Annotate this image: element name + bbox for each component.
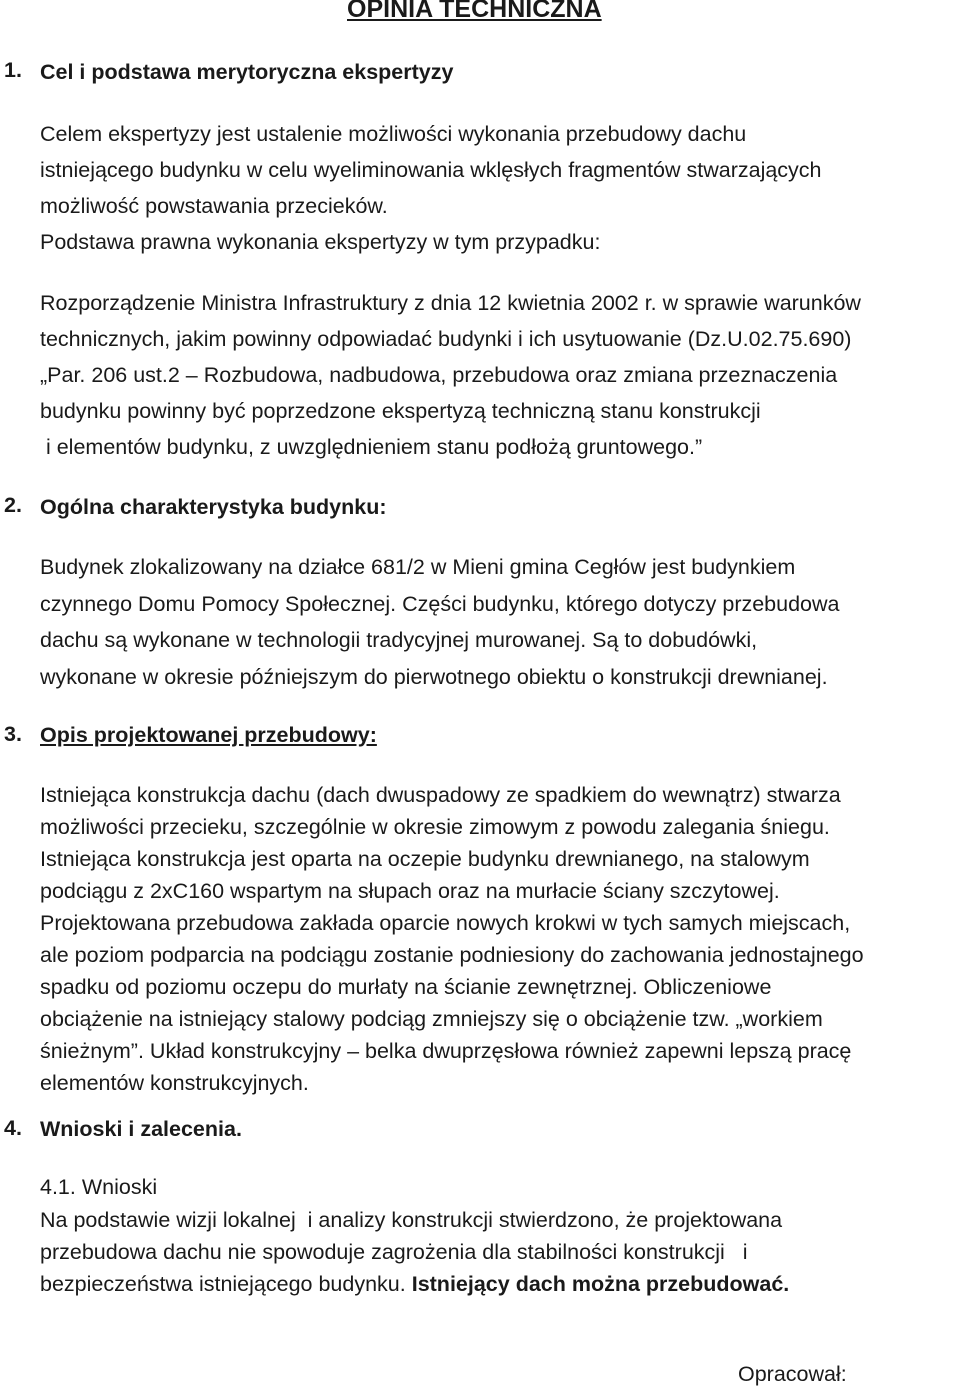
text-line: Projektowana przebudowa zakłada oparcie nowych krokwi w tych samych miejscach,	[40, 911, 851, 935]
page-title: OPINIA TECHNICZNA	[347, 0, 602, 23]
text-line: czynnego Domu Pomocy Społecznej. Części budynku, którego dotyczy przebudowa	[40, 591, 840, 616]
section-3-body	[40, 779, 956, 1099]
section-1-body	[40, 116, 956, 260]
section-4-subheading: 4.1. Wnioski	[40, 1175, 158, 1199]
text-line: Celem ekspertyzy jest ustalenie możliwości wykonania przebudowy dachu	[40, 122, 747, 146]
text-line: obciążenie na istniejący stalowy podciąg zmniejszy się o obciążenie tzw. „workiem	[40, 1007, 823, 1031]
section-2-number: 2.	[4, 493, 22, 517]
text-line: dachu są wykonane w technologii tradycyjnej murowanej. Są to dobudówki,	[40, 628, 758, 652]
legal-basis	[40, 285, 956, 465]
section-4-body	[40, 1204, 956, 1300]
text-line: Rozporządzenie Ministra Infrastruktury z dnia 12 kwietnia 2002 r. w sprawie warunków	[40, 291, 861, 315]
text-line: Podstawa prawna wykonania ekspertyzy w tym przypadku:	[40, 230, 601, 254]
text-line: budynku powinny być poprzedzone ekspertyzą techniczną stanu konstrukcji	[40, 399, 761, 423]
text-line: Istniejąca konstrukcja dachu (dach dwuspadowy ze spadkiem do wewnątrz) stwarza	[40, 783, 841, 807]
section-3-heading: Opis projektowanej przebudowy:	[40, 723, 377, 747]
section-2-body	[40, 549, 956, 695]
text-fragment: bezpieczeństwa istniejącego budynku.	[40, 1272, 406, 1296]
text-line: spadku od poziomu oczepu do murłaty na ścianie zewnętrznej. Obliczeniowe	[40, 975, 772, 999]
section-1-heading: Cel i podstawa merytoryczna ekspertyzy	[40, 60, 454, 84]
text-line: przebudowa dachu nie spowoduje zagrożenia dla stabilności konstrukcji i	[40, 1240, 748, 1264]
text-line: podciągu z 2xC160 wspartym na słupach oraz na murłacie ściany szczytowej.	[40, 879, 780, 903]
text-line: istniejącego budynku w celu wyeliminowania wklęsłych fragmentów stwarzających	[40, 158, 822, 182]
text-line	[40, 1268, 956, 1300]
section-3-number: 3.	[4, 722, 22, 746]
text-line: elementów konstrukcyjnych.	[40, 1071, 309, 1095]
text-line: wykonane w okresie późniejszym do pierwotnego obiektu o konstrukcji drewnianej.	[40, 664, 828, 689]
text-line: technicznych, jakim powinny odpowiadać budynki i ich usytuowanie (Dz.U.02.75.690)	[40, 327, 852, 351]
text-line: śnieżnym”. Układ konstrukcyjny – belka dwuprzęsłowa również zapewni lepszą pracę	[40, 1039, 852, 1063]
text-line: i elementów budynku, z uwzględnieniem stanu podłożą gruntowego.”	[40, 435, 703, 459]
text-line: „Par. 206 ust.2 – Rozbudowa, nadbudowa, przebudowa oraz zmiana przeznaczenia	[40, 363, 838, 387]
section-1-number: 1.	[4, 58, 22, 82]
section-4-heading: Wnioski i zalecenia.	[40, 1117, 242, 1141]
section-2-heading: Ogólna charakterystyka budynku:	[40, 495, 387, 519]
section-4-number: 4.	[4, 1116, 22, 1140]
text-line: ale poziom podparcia na podciągu zostanie podniesiony do zachowania jednostajnego	[40, 943, 864, 967]
signature-label: Opracował:	[738, 1362, 847, 1386]
text-line: możliwość powstawania przecieków.	[40, 194, 388, 218]
conclusion-bold: Istniejący dach można przebudować.	[411, 1272, 790, 1296]
text-line: Istniejąca konstrukcja jest oparta na oczepie budynku drewnianego, na stalowym	[40, 847, 810, 871]
text-line: Budynek zlokalizowany na działce 681/2 w Mieni gmina Cegłów jest budynkiem	[40, 555, 796, 579]
text-line: możliwości przecieku, szczególnie w okresie zimowym z powodu zalegania śniegu.	[40, 815, 830, 839]
text-line: Na podstawie wizji lokalnej i analizy konstrukcji stwierdzono, że projektowana	[40, 1208, 783, 1232]
